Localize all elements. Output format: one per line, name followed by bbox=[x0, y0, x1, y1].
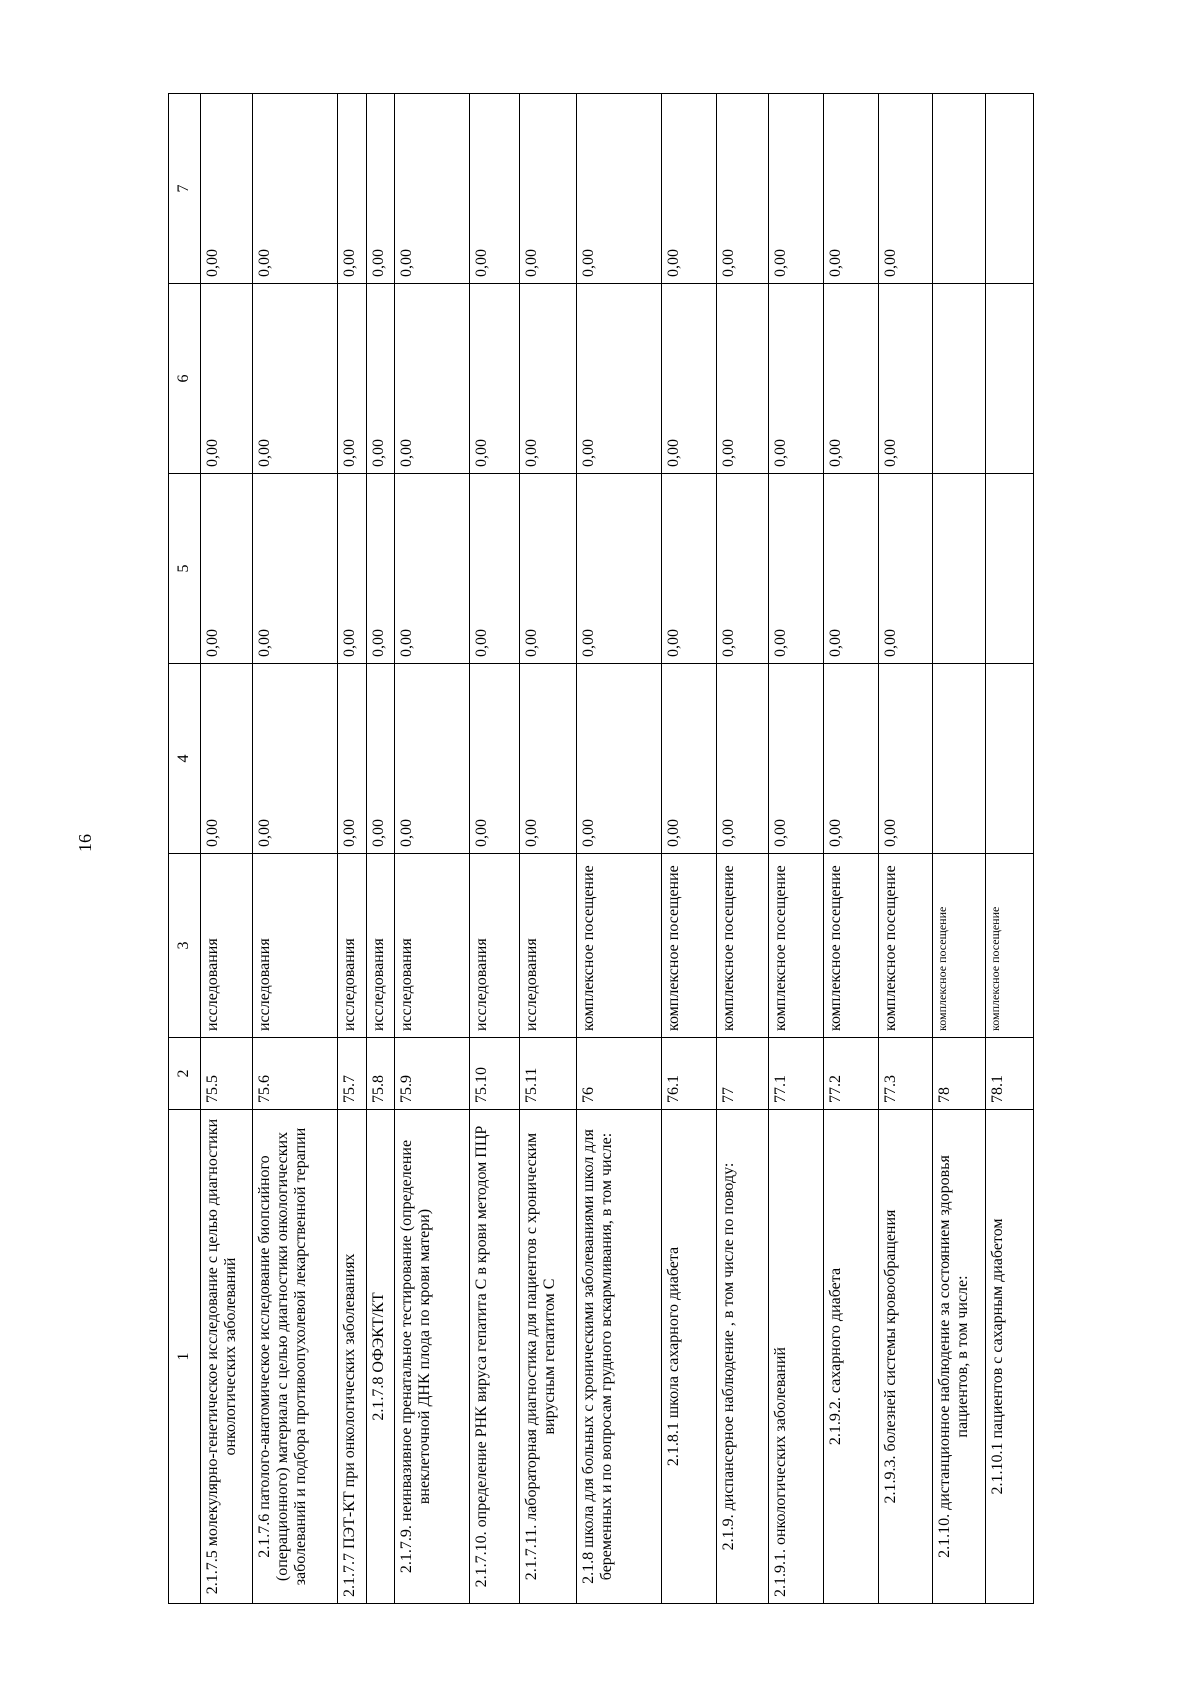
row-label: 2.1.7.10. определение РНК вируса гепатита С в крови методом ПЦР bbox=[469, 1110, 519, 1604]
row-label: 2.1.8 школа для больных с хроническими заболеваниями школ для беременных и по вопросам грудного вскармливания, в том числе: bbox=[576, 1110, 661, 1604]
header-cell: 3 bbox=[169, 854, 201, 1038]
row-value: 0,00 bbox=[469, 284, 519, 474]
table-row bbox=[933, 94, 985, 1604]
row-unit: исследования bbox=[338, 854, 366, 1038]
row-value: 0,00 bbox=[878, 284, 933, 474]
row-label: 2.1.10.1 пациентов с сахарным диабетом bbox=[985, 1110, 1033, 1604]
table-row bbox=[338, 94, 366, 1604]
row-unit-text: комплексное посещение bbox=[935, 906, 950, 1031]
row-value: 0,00 bbox=[823, 284, 878, 474]
row-label: 2.1.10. дистанционное наблюдение за состоянием здоровья пациентов, в том числе: bbox=[933, 1110, 985, 1604]
row-value: 0,00 bbox=[716, 664, 768, 854]
row-code: 75.7 bbox=[338, 1038, 366, 1110]
row-value: 0,00 bbox=[769, 284, 824, 474]
row-value bbox=[933, 664, 985, 854]
row-value: 0,00 bbox=[519, 94, 576, 284]
row-label: 2.1.7.11. лабораторная диагностика для пациентов с хроническим вирусным гепатитом С bbox=[519, 1110, 576, 1604]
row-value bbox=[933, 284, 985, 474]
row-value: 0,00 bbox=[200, 94, 252, 284]
row-value: 0,00 bbox=[338, 94, 366, 284]
row-code: 75.11 bbox=[519, 1038, 576, 1110]
row-value: 0,00 bbox=[395, 664, 469, 854]
row-value: 0,00 bbox=[716, 284, 768, 474]
row-value: 0,00 bbox=[366, 474, 394, 664]
row-unit: комплексное посещение bbox=[878, 854, 933, 1038]
row-value: 0,00 bbox=[823, 94, 878, 284]
row-code: 77.1 bbox=[769, 1038, 824, 1110]
row-unit: исследования bbox=[200, 854, 252, 1038]
row-value: 0,00 bbox=[769, 664, 824, 854]
row-value bbox=[985, 284, 1033, 474]
row-code: 75.10 bbox=[469, 1038, 519, 1110]
row-value: 0,00 bbox=[253, 94, 338, 284]
row-value: 0,00 bbox=[200, 284, 252, 474]
table-row bbox=[395, 94, 469, 1604]
row-unit-text: комплексное посещение bbox=[987, 906, 1002, 1031]
table-row bbox=[716, 94, 768, 1604]
row-value: 0,00 bbox=[576, 474, 661, 664]
row-value bbox=[933, 94, 985, 284]
row-value: 0,00 bbox=[338, 664, 366, 854]
row-value: 0,00 bbox=[769, 94, 824, 284]
table-row bbox=[662, 94, 717, 1604]
table-row bbox=[200, 94, 252, 1604]
row-label: 2.1.9.3. болезней системы кровообращения bbox=[878, 1110, 933, 1604]
row-unit: исследования bbox=[469, 854, 519, 1038]
row-value: 0,00 bbox=[823, 664, 878, 854]
table-row bbox=[519, 94, 576, 1604]
row-value: 0,00 bbox=[878, 94, 933, 284]
header-cell: 6 bbox=[169, 284, 201, 474]
row-code: 77 bbox=[716, 1038, 768, 1110]
row-value bbox=[985, 94, 1033, 284]
table-row bbox=[823, 94, 878, 1604]
header-cell: 1 bbox=[169, 1110, 201, 1604]
row-value: 0,00 bbox=[253, 474, 338, 664]
row-value: 0,00 bbox=[769, 474, 824, 664]
row-value: 0,00 bbox=[662, 284, 717, 474]
header-row bbox=[169, 94, 201, 1604]
row-unit: исследования bbox=[366, 854, 394, 1038]
row-label: 2.1.7.5 молекулярно-генетическое исследование с целью диагностики онкологических заболеваний bbox=[200, 1110, 252, 1604]
row-value: 0,00 bbox=[716, 474, 768, 664]
row-value bbox=[985, 474, 1033, 664]
row-value: 0,00 bbox=[662, 94, 717, 284]
row-value: 0,00 bbox=[469, 474, 519, 664]
rotated-table-container bbox=[168, 94, 1034, 1604]
row-value: 0,00 bbox=[878, 664, 933, 854]
row-value: 0,00 bbox=[823, 474, 878, 664]
row-label: 2.1.7.7 ПЭТ-КТ при онкологических заболеваниях bbox=[338, 1110, 366, 1604]
row-value: 0,00 bbox=[576, 284, 661, 474]
row-value: 0,00 bbox=[576, 94, 661, 284]
row-value: 0,00 bbox=[200, 474, 252, 664]
row-unit: исследования bbox=[395, 854, 469, 1038]
row-label: 2.1.8.1 школа сахарного диабета bbox=[662, 1110, 717, 1604]
header-cell: 2 bbox=[169, 1038, 201, 1110]
row-value: 0,00 bbox=[878, 474, 933, 664]
header-cell: 7 bbox=[169, 94, 201, 284]
row-value: 0,00 bbox=[469, 664, 519, 854]
row-value: 0,00 bbox=[662, 474, 717, 664]
row-code: 75.8 bbox=[366, 1038, 394, 1110]
row-value: 0,00 bbox=[253, 664, 338, 854]
row-code: 75.5 bbox=[200, 1038, 252, 1110]
row-unit: комплексное посещение bbox=[576, 854, 661, 1038]
row-unit: исследования bbox=[519, 854, 576, 1038]
row-unit: комплексное посещение bbox=[662, 854, 717, 1038]
row-unit bbox=[985, 854, 1033, 1038]
data-table bbox=[168, 93, 1034, 1604]
row-value: 0,00 bbox=[366, 94, 394, 284]
row-value: 0,00 bbox=[395, 474, 469, 664]
row-value bbox=[933, 474, 985, 664]
row-code: 78.1 bbox=[985, 1038, 1033, 1110]
row-value: 0,00 bbox=[338, 474, 366, 664]
row-value: 0,00 bbox=[366, 284, 394, 474]
row-value: 0,00 bbox=[576, 664, 661, 854]
row-value: 0,00 bbox=[662, 664, 717, 854]
row-code: 77.3 bbox=[878, 1038, 933, 1110]
row-code: 75.9 bbox=[395, 1038, 469, 1110]
row-unit: комплексное посещение bbox=[823, 854, 878, 1038]
row-value: 0,00 bbox=[395, 94, 469, 284]
row-value: 0,00 bbox=[366, 664, 394, 854]
table-row bbox=[985, 94, 1033, 1604]
row-value: 0,00 bbox=[338, 284, 366, 474]
header-cell: 4 bbox=[169, 664, 201, 854]
row-unit: комплексное посещение bbox=[769, 854, 824, 1038]
row-value: 0,00 bbox=[519, 664, 576, 854]
row-code: 76 bbox=[576, 1038, 661, 1110]
row-value: 0,00 bbox=[716, 94, 768, 284]
row-label: 2.1.7.9. неинвазивное пренатальное тестирование (определение внеклеточной ДНК плода по крови матери) bbox=[395, 1110, 469, 1604]
table-row bbox=[878, 94, 933, 1604]
header-cell: 5 bbox=[169, 474, 201, 664]
table-row bbox=[769, 94, 824, 1604]
row-unit: комплексное посещение bbox=[716, 854, 768, 1038]
table-row bbox=[253, 94, 338, 1604]
row-unit: исследования bbox=[253, 854, 338, 1038]
row-value: 0,00 bbox=[395, 284, 469, 474]
row-label: 2.1.9. диспансерное наблюдение , в том числе по поводу: bbox=[716, 1110, 768, 1604]
row-code: 76.1 bbox=[662, 1038, 717, 1110]
row-label: 2.1.9.2. сахарного диабета bbox=[823, 1110, 878, 1604]
row-value: 0,00 bbox=[253, 284, 338, 474]
row-value: 0,00 bbox=[200, 664, 252, 854]
table-row bbox=[366, 94, 394, 1604]
row-value: 0,00 bbox=[469, 94, 519, 284]
table-row bbox=[469, 94, 519, 1604]
row-label: 2.1.9.1. онкологических заболеваний bbox=[769, 1110, 824, 1604]
row-value: 0,00 bbox=[519, 284, 576, 474]
row-label: 2.1.7.8 ОФЭКТ/КТ bbox=[366, 1110, 394, 1604]
row-label: 2.1.7.6 патолого-анатомическое исследование биопсийного (операционного) материала с целью диагностики онкологических заболеваний и подбора противоопухолевой лекарственной терапии bbox=[253, 1110, 338, 1604]
row-unit bbox=[933, 854, 985, 1038]
page-number: 16 bbox=[75, 834, 95, 852]
row-code: 78 bbox=[933, 1038, 985, 1110]
row-code: 77.2 bbox=[823, 1038, 878, 1110]
table-row bbox=[576, 94, 661, 1604]
row-code: 75.6 bbox=[253, 1038, 338, 1110]
row-value: 0,00 bbox=[519, 474, 576, 664]
row-value bbox=[985, 664, 1033, 854]
